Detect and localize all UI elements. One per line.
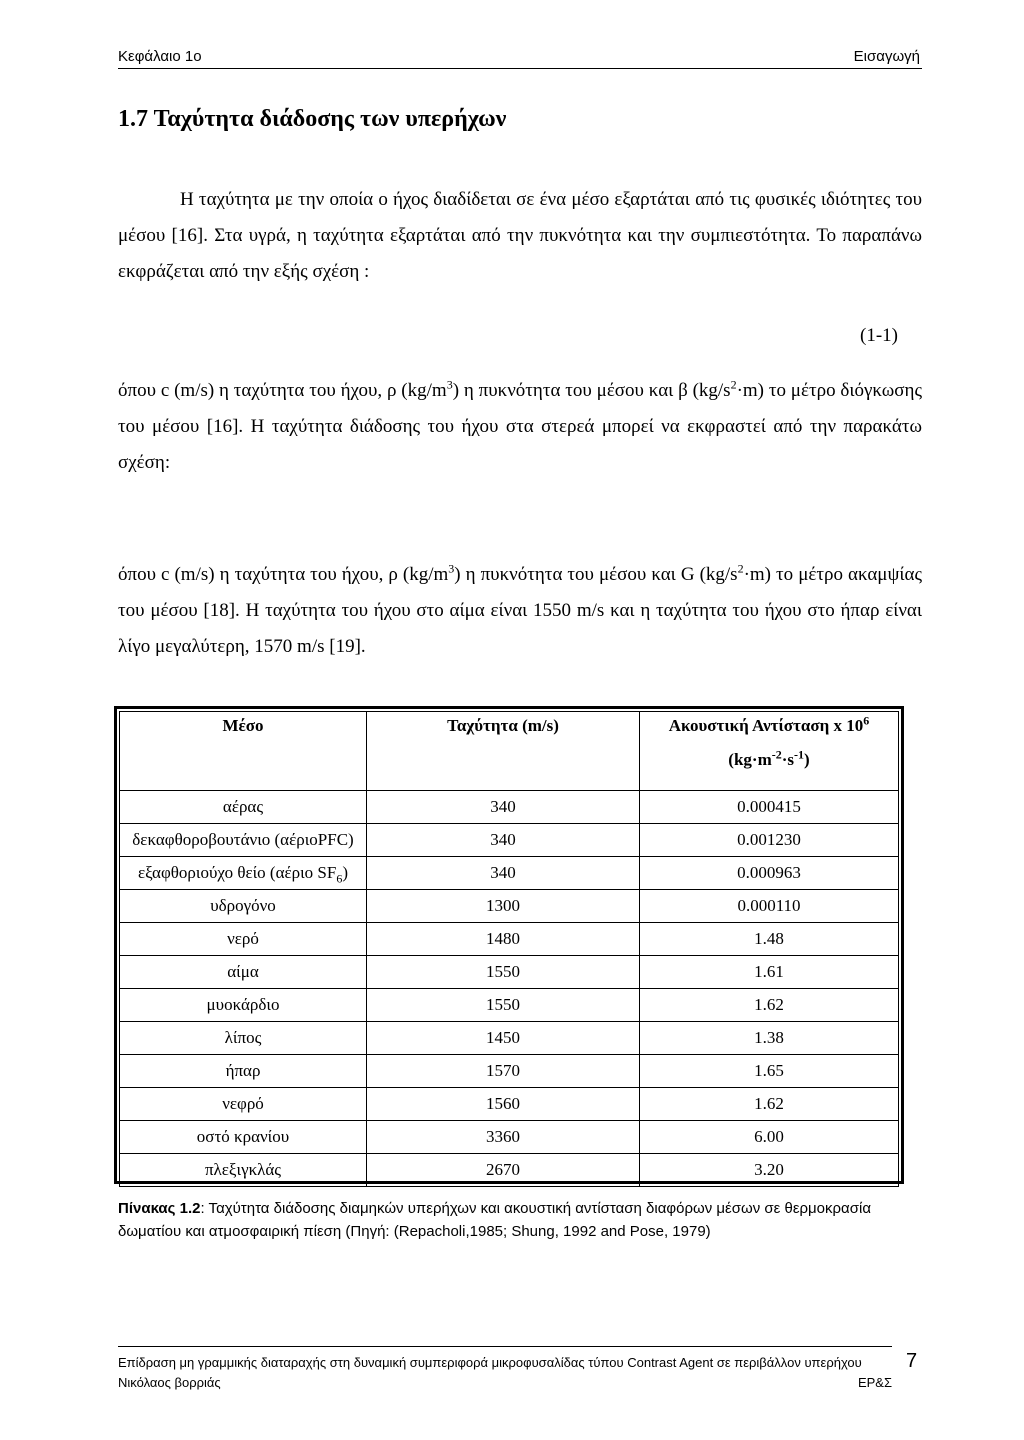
table-row [120,890,899,923]
cell-impedance: 6.00 [640,1121,899,1154]
paragraph-solid-definitions: όπου c (m/s) η ταχύτητα του ήχου, ρ $(kg/m^3)$ η πυκνότητα του μέσου και G $(kg/s^2\cdot m)$ το μέτρο ακαμψίας του μέσου [18]. Η ταχύτητα του ήχου στο αίμα είναι 1550 m/s και η ταχύτητα του ήχου στο ήπαρ είναι λίγο μεγαλύτερη, 1570 m/s [19]. [118,561,922,657]
table-row [120,824,899,857]
table-caption [118,1197,926,1243]
cell-impedance: 1.61 [640,956,899,989]
paragraph-intro: Η ταχύτητα με την οποία ο ήχος διαδίδεται σε ένα μέσο εξαρτάται από τις φυσικές ιδιότητες του μέσου [16]. Στα υγρά, η ταχύτητα εξαρτάται από την πυκνότητα και την συμπιεστότητα. Το παραπάνω εκφράζεται από την εξής σχέση : [118,189,922,282]
section-title: 1.7 Ταχύτητα διάδοσης των υπερήχων [118,106,507,132]
cell-impedance: 0.000110 [640,890,899,923]
caption-label: Πίνακας 1.2 [118,1200,201,1217]
cell-speed: 1300 [367,890,640,923]
paragraph-liquid-definitions: όπου c (m/s) η ταχύτητα του ήχου, ρ $(kg/m^3)$ η πυκνότητα του μέσου και β $(kg/s^2\cdot m)$ το μέτρο διόγκωσης του μέσου [16]. Η ταχύτητα διάδοσης του ήχου στα στερεά μπορεί να εκφραστεί από την παρακάτω σχέση: [118,377,922,473]
table-row [120,1154,899,1187]
table-row [120,923,899,956]
speed-impedance-table [114,706,904,1184]
footer-author: Νικόλαος βορριάς [118,1375,221,1390]
section-label: Εισαγωγή [853,48,920,65]
cell-medium: πλεξιγκλάς [120,1154,367,1187]
cell-impedance: 3.20 [640,1154,899,1187]
cell-impedance: 0.001230 [640,824,899,857]
cell-medium: νερό [120,923,367,956]
cell-impedance: 1.48 [640,923,899,956]
table-row [120,791,899,824]
cell-speed: 1570 [367,1055,640,1088]
table-row [120,857,899,890]
cell-medium: αίμα [120,956,367,989]
cell-medium: αέρας [120,791,367,824]
table-row [120,1088,899,1121]
cell-medium: νεφρό [120,1088,367,1121]
cell-medium: εξαφθοριούχο θείο (αέριο $SF_6$) [120,857,367,890]
cell-medium: μυοκάρδιο [120,989,367,1022]
caption-text: : Ταχύτητα διάδοσης διαμηκών υπερήχων και ακουστική αντίσταση διαφόρων μέσων σε θερμοκρασία δωματίου και ατμοσφαιρική πίεση (Πηγή: (Repacholi,1985; Shung, 1992 and Pose, 1979) [118,1200,871,1240]
cell-medium: ήπαρ [120,1055,367,1088]
header-impedance: Ακουστική Αντίσταση x $10^6$ $(kg\cdot m^{-2}\cdot s^{-1})$ [640,712,899,791]
page-number: 7 [906,1350,918,1372]
table-header-row [120,712,899,791]
cell-impedance: 1.65 [640,1055,899,1088]
cell-medium: λίπος [120,1022,367,1055]
table-row [120,989,899,1022]
equation-number: (1-1) [860,325,898,346]
cell-speed: 340 [367,857,640,890]
chapter-label: Κεφάλαιο 1ο [118,48,202,65]
cell-speed: 340 [367,791,640,824]
table-row [120,1121,899,1154]
page-footer [118,1346,892,1390]
footer-org: ΕΡ&Σ [857,1375,892,1390]
table-row [120,956,899,989]
table-row [120,1022,899,1055]
cell-impedance: 1.62 [640,989,899,1022]
cell-speed: 1450 [367,1022,640,1055]
cell-medium: δεκαφθοροβουτάνιο (αέριοPFC) [120,824,367,857]
cell-medium: υδρογόνο [120,890,367,923]
table-row [120,1055,899,1088]
cell-impedance: 1.62 [640,1088,899,1121]
cell-speed: 340 [367,824,640,857]
cell-speed: 1550 [367,989,640,1022]
cell-speed: 1550 [367,956,640,989]
header-speed: Ταχύτητα (m/s) [367,712,640,791]
cell-impedance: 1.38 [640,1022,899,1055]
footer-title: Επίδραση μη γραμμικής διαταραχής στη δυναμική συμπεριφορά μικροφυσαλίδας τύπου Contrast Agent σε περιβάλλον υπερήχου [118,1355,862,1370]
header-medium: Μέσο [120,712,367,791]
cell-impedance: 0.000963 [640,857,899,890]
cell-speed: 2670 [367,1154,640,1187]
cell-impedance: 0.000415 [640,791,899,824]
cell-speed: 3360 [367,1121,640,1154]
cell-speed: 1480 [367,923,640,956]
cell-speed: 1560 [367,1088,640,1121]
cell-medium: οστό κρανίου [120,1121,367,1154]
page-header [118,44,922,69]
